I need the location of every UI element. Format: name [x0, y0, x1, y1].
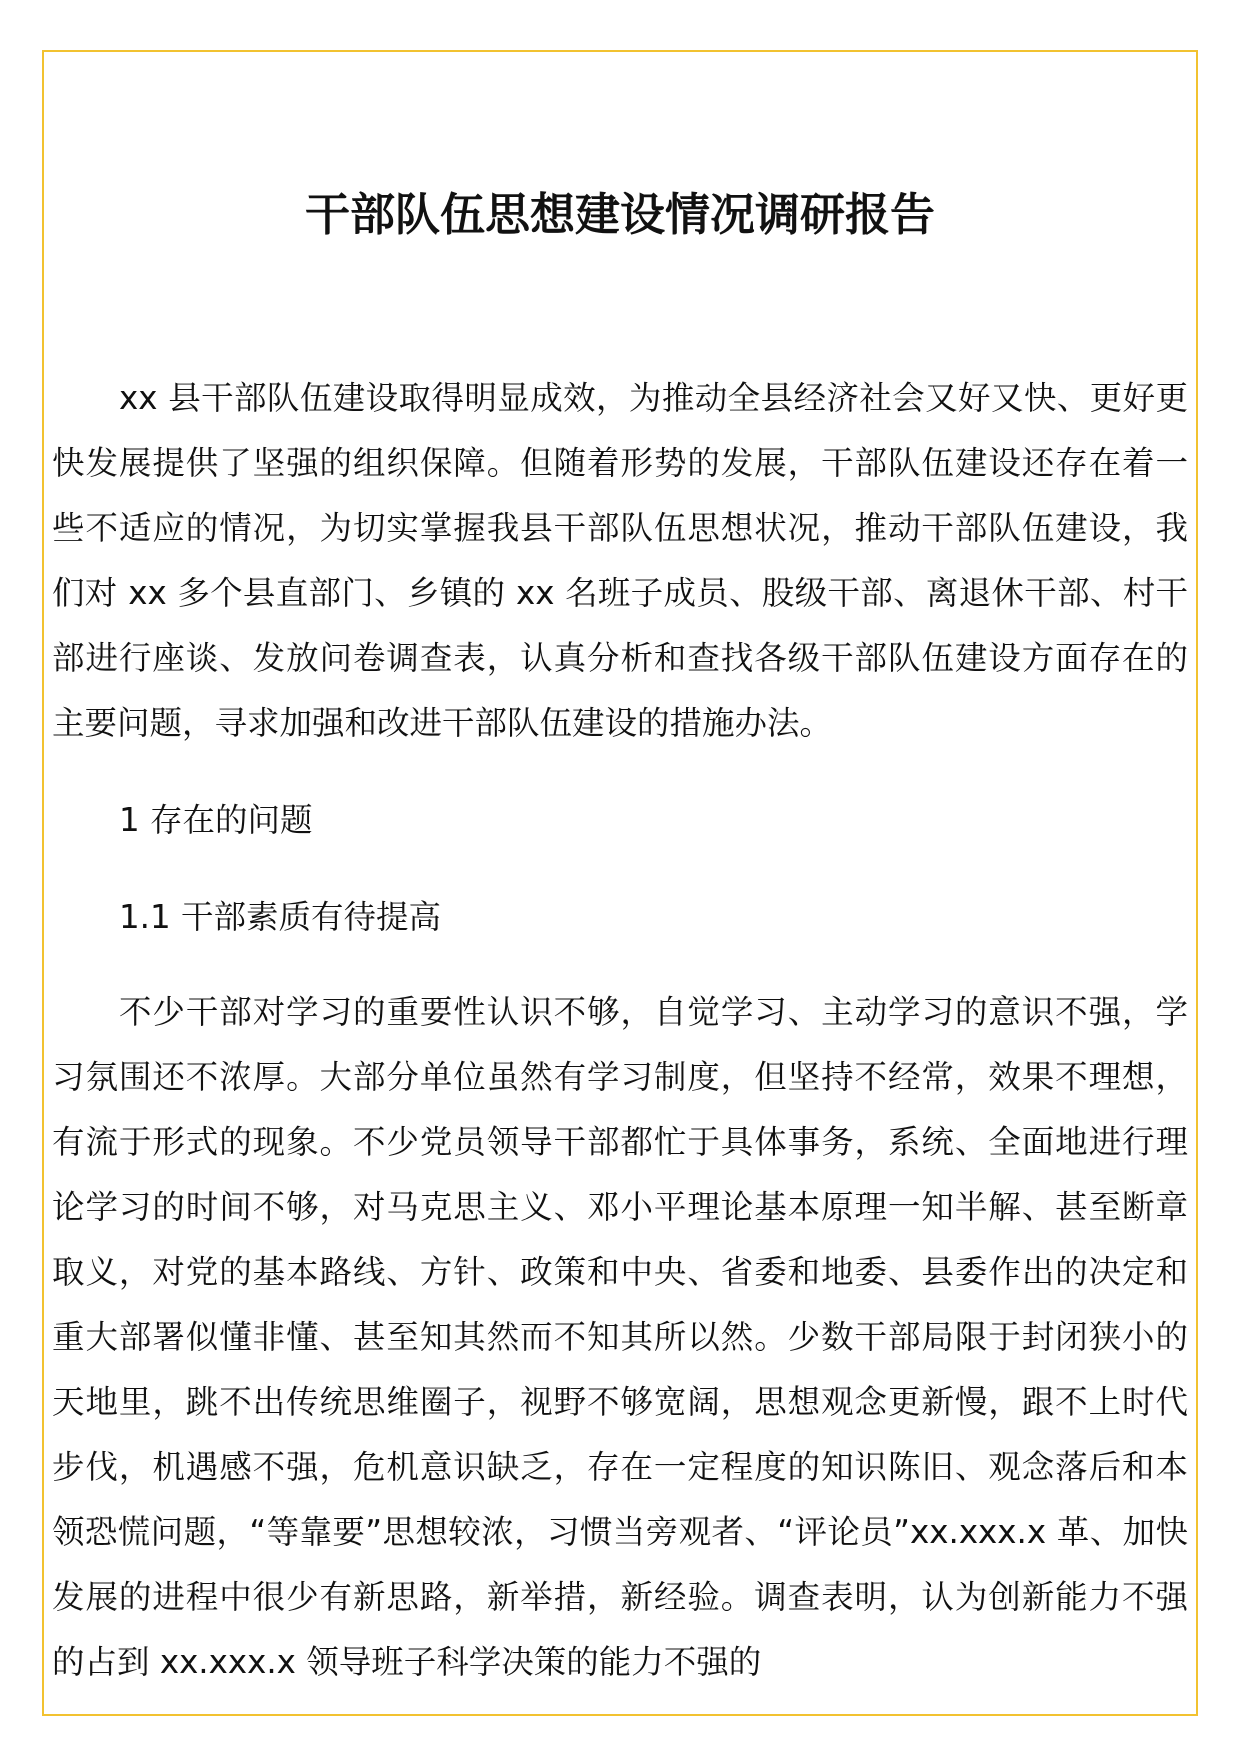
intro-paragraph: xx 县干部队伍建设取得明显成效，为推动全县经济社会又好又快、更好更快发展提供了坚强的组织保障。但随着形势的发展，干部队伍建设还存在着一些不适应的情况，为切实掌握我县干部队伍思想状况，推动干部队伍建设，我们对 xx 多个县直部门、乡镇的 xx 名班子成员、股级干部、离退休干部、村干部进行座谈、发放问卷调查表，认真分析和查找各级干部队伍建设方面存在的主要问题，寻求加强和改进干部队伍建设的措施办法。 [52, 379, 1188, 742]
section-heading: 1 存在的问题 [119, 801, 313, 839]
subsection-heading: 1.1 干部素质有待提高 [119, 898, 442, 936]
document-title: 干部队伍思想建设情况调研报告 [304, 188, 935, 241]
intro-paragraph-block [52, 366, 1188, 756]
section-heading-block [52, 788, 1188, 853]
subsection-heading-block [52, 885, 1188, 950]
problem-paragraph: 不少干部对学习的重要性认识不够，自觉学习、主动学习的意识不强，学习氛围还不浓厚。大部分单位虽然有学习制度，但坚持不经常，效果不理想，有流于形式的现象。不少党员领导干部都忙于具体事务，系统、全面地进行理论学习的时间不够，对马克思主义、邓小平理论基本原理一知半解、甚至断章取义，对党的基本路线、方针、政策和中央、省委和地委、县委作出的决定和重大部署似懂非懂、甚至知其然而不知其所以然。少数干部局限于封闭狭小的天地里，跳不出传统思维圈子，视野不够宽阔，思想观念更新慢，跟不上时代步伐，机遇感不强，危机意识缺乏，存在一定程度的知识陈旧、观念落后和本领恐慌问题，“等靠要”思想较浓，习惯当旁观者、“评论员”xx.xxx.x 革、加快发展的进程中很少有新思路，新举措，新经验。调查表明，认为创新能力不强的占到 xx.xxx.x 领导班子科学决策的能力不强的 [52, 993, 1188, 1681]
problem-paragraph-block [52, 980, 1188, 1695]
